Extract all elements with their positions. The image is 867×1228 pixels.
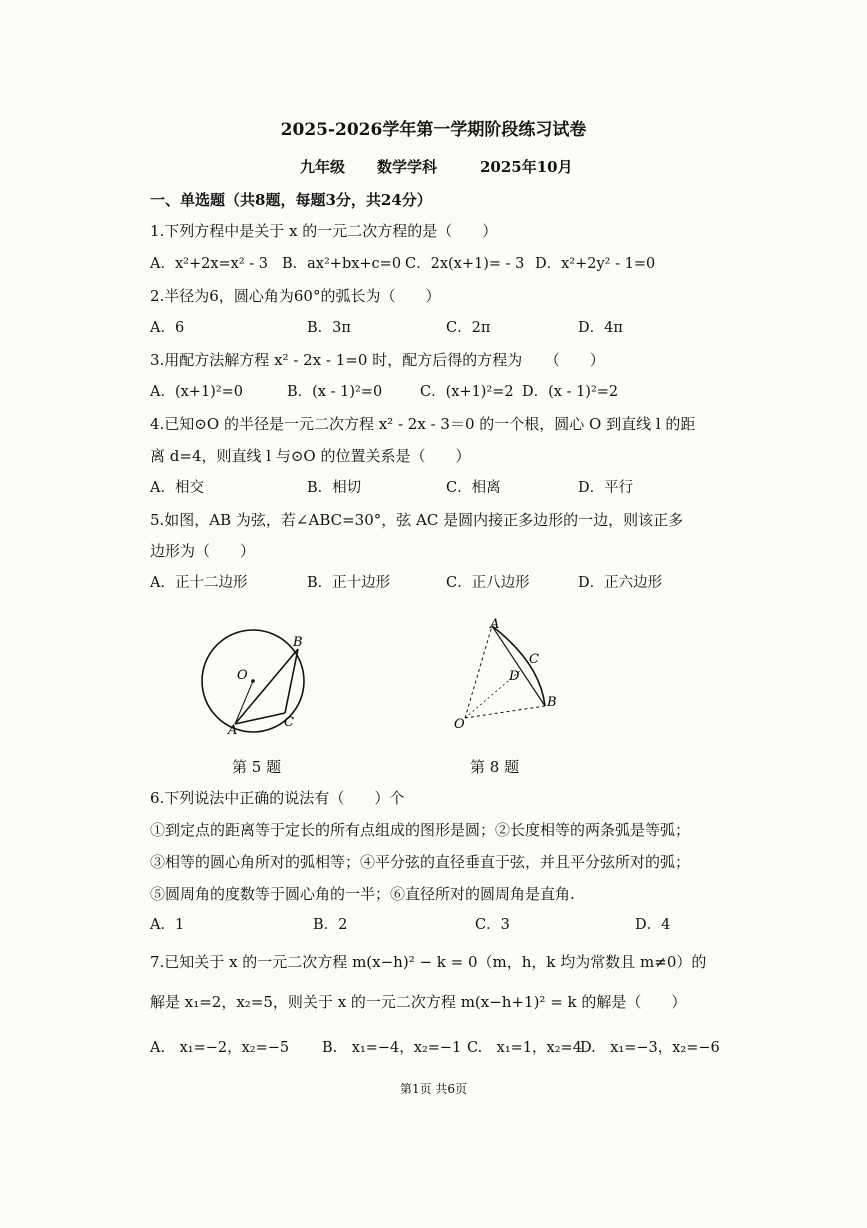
figure-8-caption: 第 8 题 xyxy=(470,758,520,776)
q1-option-d: D．x²+2y² - 1=0 xyxy=(535,256,656,272)
q4-option-d: D．平行 xyxy=(578,480,634,496)
subject-label: 数学学科 xyxy=(377,158,438,176)
q6-option-d: D．4 xyxy=(635,917,671,933)
question-7-stem: 7.已知关于 x 的一元二次方程 m(x−h)² − k = 0（m，h，k 均为常数且 m≠0）的 xyxy=(150,953,707,971)
question-2-stem: 2.半径为6，圆心角为60°的弧长为（ ） xyxy=(150,287,441,305)
q7-option-c: C. x₁=1，x₂=4 xyxy=(467,1040,582,1056)
question-5-stem-cont: 边形为（ ） xyxy=(150,542,256,560)
question-3-stem: 3.用配方法解方程 x² - 2x - 1=0 时，配方后得的方程为 （ ） xyxy=(150,351,605,369)
fig5-label-c: C xyxy=(284,715,294,730)
fig8-label-a: A xyxy=(490,618,500,632)
q3-option-b: B．(x - 1)²=0 xyxy=(287,384,383,400)
grade-label: 九年级 xyxy=(300,158,346,176)
fig8-label-b: B xyxy=(547,695,557,710)
fig5-label-a: A xyxy=(228,723,238,738)
q6-statement-line-2: ③相等的圆心角所对的弧相等；④平分弦的直径垂直于弦，并且平分弦所对的弧； xyxy=(150,853,691,871)
figure-8-diagram xyxy=(445,618,565,736)
fig5-label-o: O xyxy=(237,668,248,683)
question-7-stem-cont: 解是 x₁=2，x₂=5，则关于 x 的一元二次方程 m(x−h+1)² = k 的解是（ ） xyxy=(150,993,687,1011)
fig8-label-d: D xyxy=(509,669,520,684)
q4-option-c: C．相离 xyxy=(446,480,501,496)
q6-statement-line-1: ①到定点的距离等于定长的所有点组成的图形是圆；②长度相等的两条弧是等弧； xyxy=(150,821,691,839)
q5-option-c: C．正八边形 xyxy=(446,575,530,591)
q5-option-a: A．正十二边形 xyxy=(150,575,248,591)
q3-option-a: A．(x+1)²=0 xyxy=(150,384,244,400)
q6-option-a: A．1 xyxy=(150,917,185,933)
q3-option-d: D．(x - 1)²=2 xyxy=(522,384,619,400)
q7-option-b: B. x₁=−4，x₂=−1 xyxy=(322,1040,462,1056)
q2-option-b: B．3π xyxy=(307,320,351,336)
fig8-label-o: O xyxy=(454,717,465,732)
q6-option-c: C．3 xyxy=(475,917,510,933)
q2-option-c: C．2π xyxy=(446,320,491,336)
figure-5-diagram xyxy=(190,625,320,740)
page-footer: 第1页 共6页 xyxy=(399,1082,468,1096)
section-heading: 一、单选题（共8题，每题3分，共24分） xyxy=(150,191,432,209)
q6-statement-line-3: ⑤圆周角的度数等于圆心角的一半；⑥直径所对的圆周角是直角. xyxy=(150,885,575,903)
q7-option-d: D. x₁=−3，x₂=−6 xyxy=(580,1040,720,1056)
question-1-stem: 1.下列方程中是关于 x 的一元二次方程的是（ ） xyxy=(150,222,498,240)
q2-option-d: D．4π xyxy=(578,320,623,336)
question-5-stem: 5.如图，AB 为弦，若∠ABC=30°，弦 AC 是圆内接正多边形的一边，则该正多 xyxy=(150,511,684,529)
q6-option-b: B．2 xyxy=(313,917,348,933)
question-6-stem: 6.下列说法中正确的说法有（ ）个 xyxy=(150,789,405,807)
q1-option-b: B．ax²+bx+c=0 xyxy=(282,256,402,272)
fig5-label-b: B xyxy=(293,635,303,650)
q3-option-c: C．(x+1)²=2 xyxy=(420,384,514,400)
q1-option-c: C．2x(x+1)= - 3 xyxy=(405,256,525,272)
q2-option-a: A．6 xyxy=(150,320,185,336)
q7-option-a: A. x₁=−2，x₂=−5 xyxy=(150,1040,290,1056)
q5-option-d: D．正六边形 xyxy=(578,575,663,591)
q4-option-b: B．相切 xyxy=(307,480,362,496)
fig8-label-c: C xyxy=(529,652,539,667)
question-4-stem-cont: 离 d=4，则直线 l 与⊙O 的位置关系是（ ） xyxy=(150,447,471,465)
question-4-stem: 4.已知⊙O 的半径是一元二次方程 x² - 2x - 3＝0 的一个根，圆心 O 到直线 l 的距 xyxy=(150,415,696,433)
q1-option-a: A．x²+2x=x² - 3 xyxy=(150,256,268,272)
figure-5-caption: 第 5 题 xyxy=(232,758,282,776)
q5-option-b: B．正十边形 xyxy=(307,575,391,591)
exam-title: 2025-2026学年第一学期阶段练习试卷 xyxy=(280,120,587,140)
q4-option-a: A．相交 xyxy=(150,480,204,496)
exam-date: 2025年10月 xyxy=(480,158,573,176)
